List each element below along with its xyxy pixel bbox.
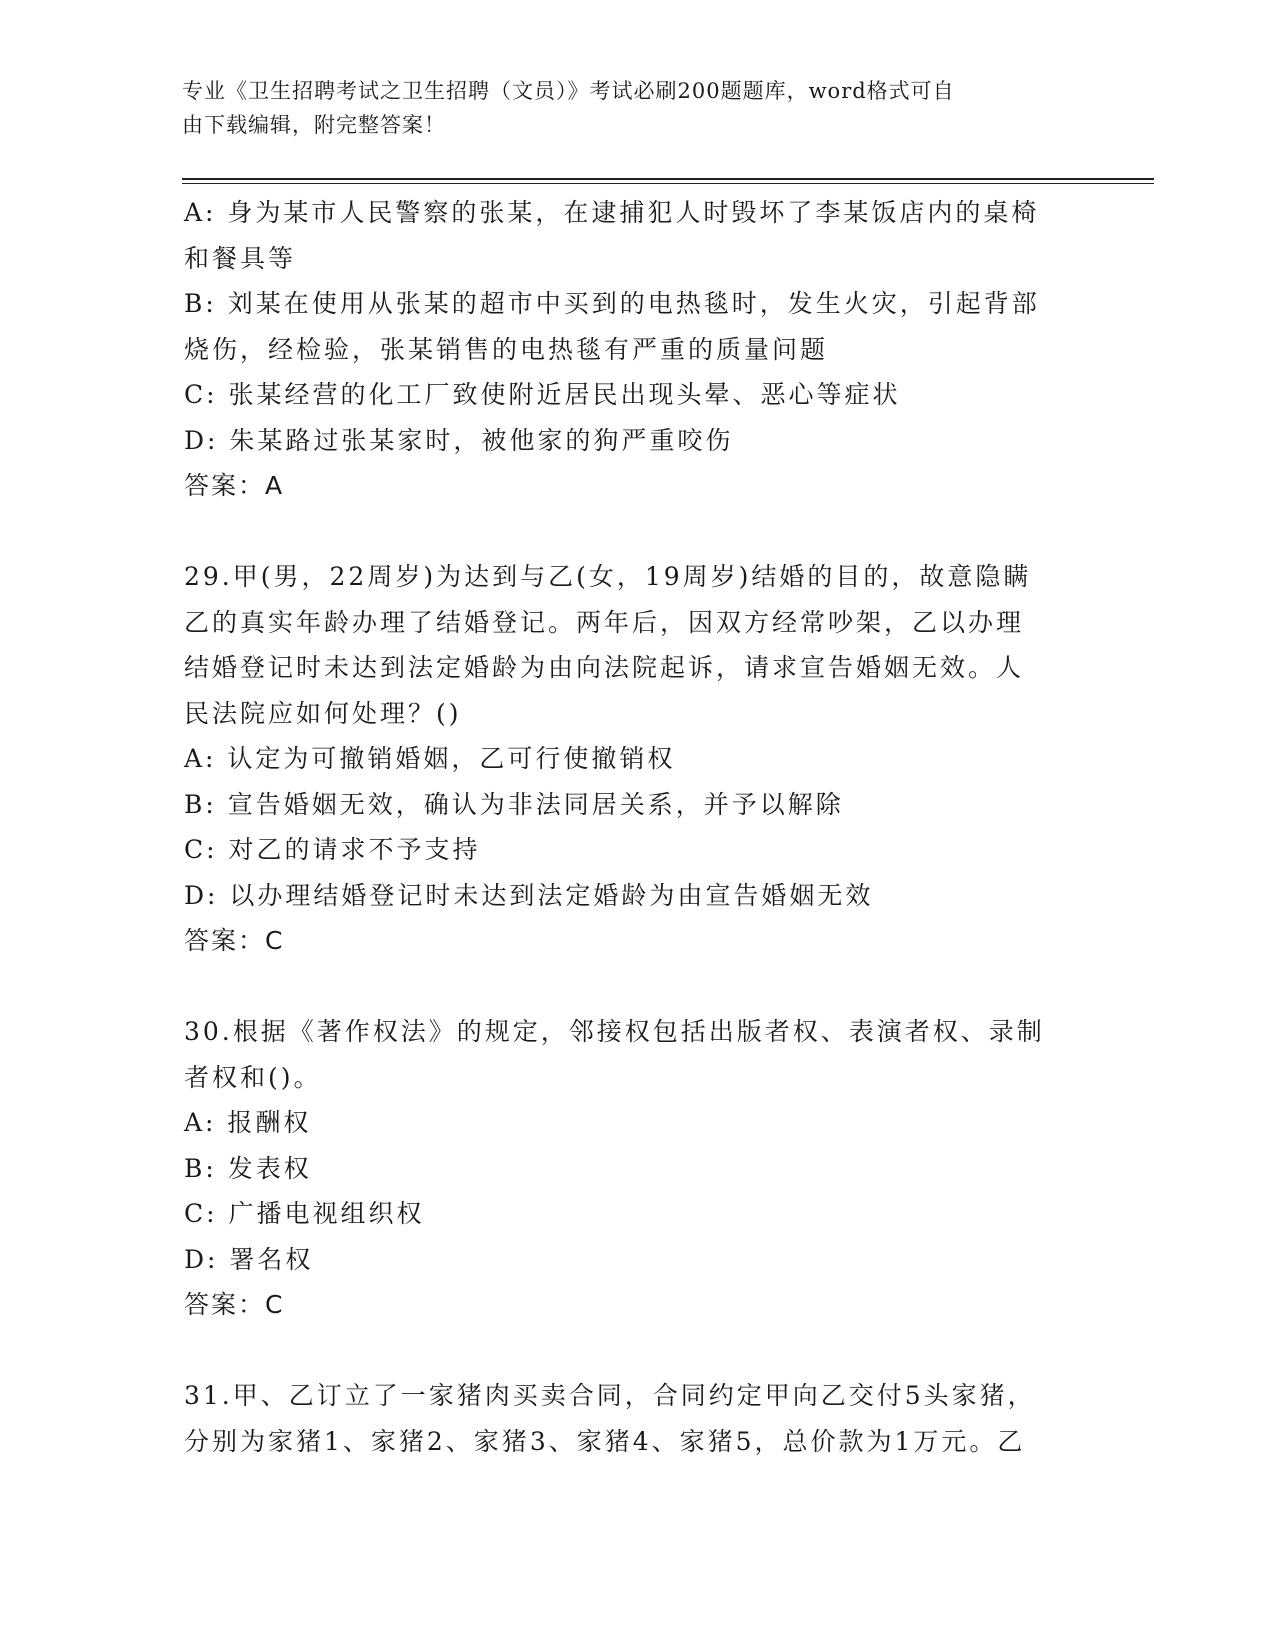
question-stem-continued: 民法院应如何处理？() bbox=[184, 698, 462, 728]
option-b-continued: 烧伤，经检验，张某销售的电热毯有严重的质量问题 bbox=[184, 334, 829, 364]
option-c: C: 张某经营的化工厂致使附近居民出现头晕、恶心等症状 bbox=[184, 380, 901, 409]
header-line-1: 专业《卫生招聘考试之卫生招聘（文员）》考试必刷200题题库，word格式可自 bbox=[182, 79, 955, 103]
option-c: C: 对乙的请求不予支持 bbox=[184, 835, 481, 864]
option-d: D: 以办理结婚登记时未达到法定婚龄为由宣告婚姻无效 bbox=[184, 880, 874, 910]
question-30 bbox=[184, 1009, 1084, 1328]
option-c: C: 广播电视组织权 bbox=[184, 1199, 425, 1228]
question-stem: 31.甲、乙订立了一家猪肉买卖合同，合同约定甲向乙交付5头家猪， bbox=[184, 1381, 1036, 1410]
question-29 bbox=[184, 554, 1084, 964]
header-divider-thick bbox=[182, 178, 1154, 180]
question-31 bbox=[184, 1373, 1084, 1464]
option-d: D: 署名权 bbox=[184, 1244, 314, 1274]
option-a-continued: 和餐具等 bbox=[184, 243, 297, 273]
option-b: B: 刘某在使用从张某的超市中买到的电热毯时，发生火灾，引起背部 bbox=[184, 289, 1040, 318]
option-b: B: 宣告婚姻无效，确认为非法同居关系，并予以解除 bbox=[184, 789, 844, 819]
spacer bbox=[184, 509, 1084, 555]
answer: 答案：A bbox=[184, 471, 285, 500]
document-header bbox=[182, 74, 1062, 142]
header-line-2: 由下载编辑，附完整答案！ bbox=[182, 113, 446, 137]
option-a: A: 认定为可撤销婚姻，乙可行使撤销权 bbox=[184, 744, 676, 773]
question-stem-continued: 者权和()。 bbox=[184, 1062, 322, 1092]
question-stem-continued: 分别为家猪1、家猪2、家猪3、家猪4、家猪5，总价款为1万元。乙 bbox=[184, 1426, 1026, 1456]
question-content bbox=[184, 190, 1084, 1464]
question-stem: 29.甲(男，22周岁)为达到与乙(女，19周岁)结婚的目的，故意隐瞒 bbox=[184, 562, 1032, 591]
spacer bbox=[184, 1328, 1084, 1374]
option-d: D: 朱某路过张某家时，被他家的狗严重咬伤 bbox=[184, 425, 734, 455]
option-a: A: 身为某市人民警察的张某，在逮捕犯人时毁坏了李某饭店内的桌椅 bbox=[184, 198, 1040, 227]
header-divider-thin bbox=[182, 183, 1154, 184]
question-stem-continued: 乙的真实年龄办理了结婚登记。两年后，因双方经常吵架，乙以办理 bbox=[184, 607, 1025, 637]
question-stem-continued: 结婚登记时未达到法定婚龄为由向法院起诉，请求宣告婚姻无效。人 bbox=[184, 653, 1025, 682]
question-stem: 30.根据《著作权法》的规定，邻接权包括出版者权、表演者权、录制 bbox=[184, 1017, 1045, 1046]
answer: 答案：C bbox=[184, 1290, 285, 1319]
option-b: B: 发表权 bbox=[184, 1153, 312, 1183]
answer: 答案：C bbox=[184, 926, 285, 955]
spacer bbox=[184, 964, 1084, 1010]
option-a: A: 报酬权 bbox=[184, 1108, 312, 1137]
question-28 bbox=[184, 190, 1084, 509]
